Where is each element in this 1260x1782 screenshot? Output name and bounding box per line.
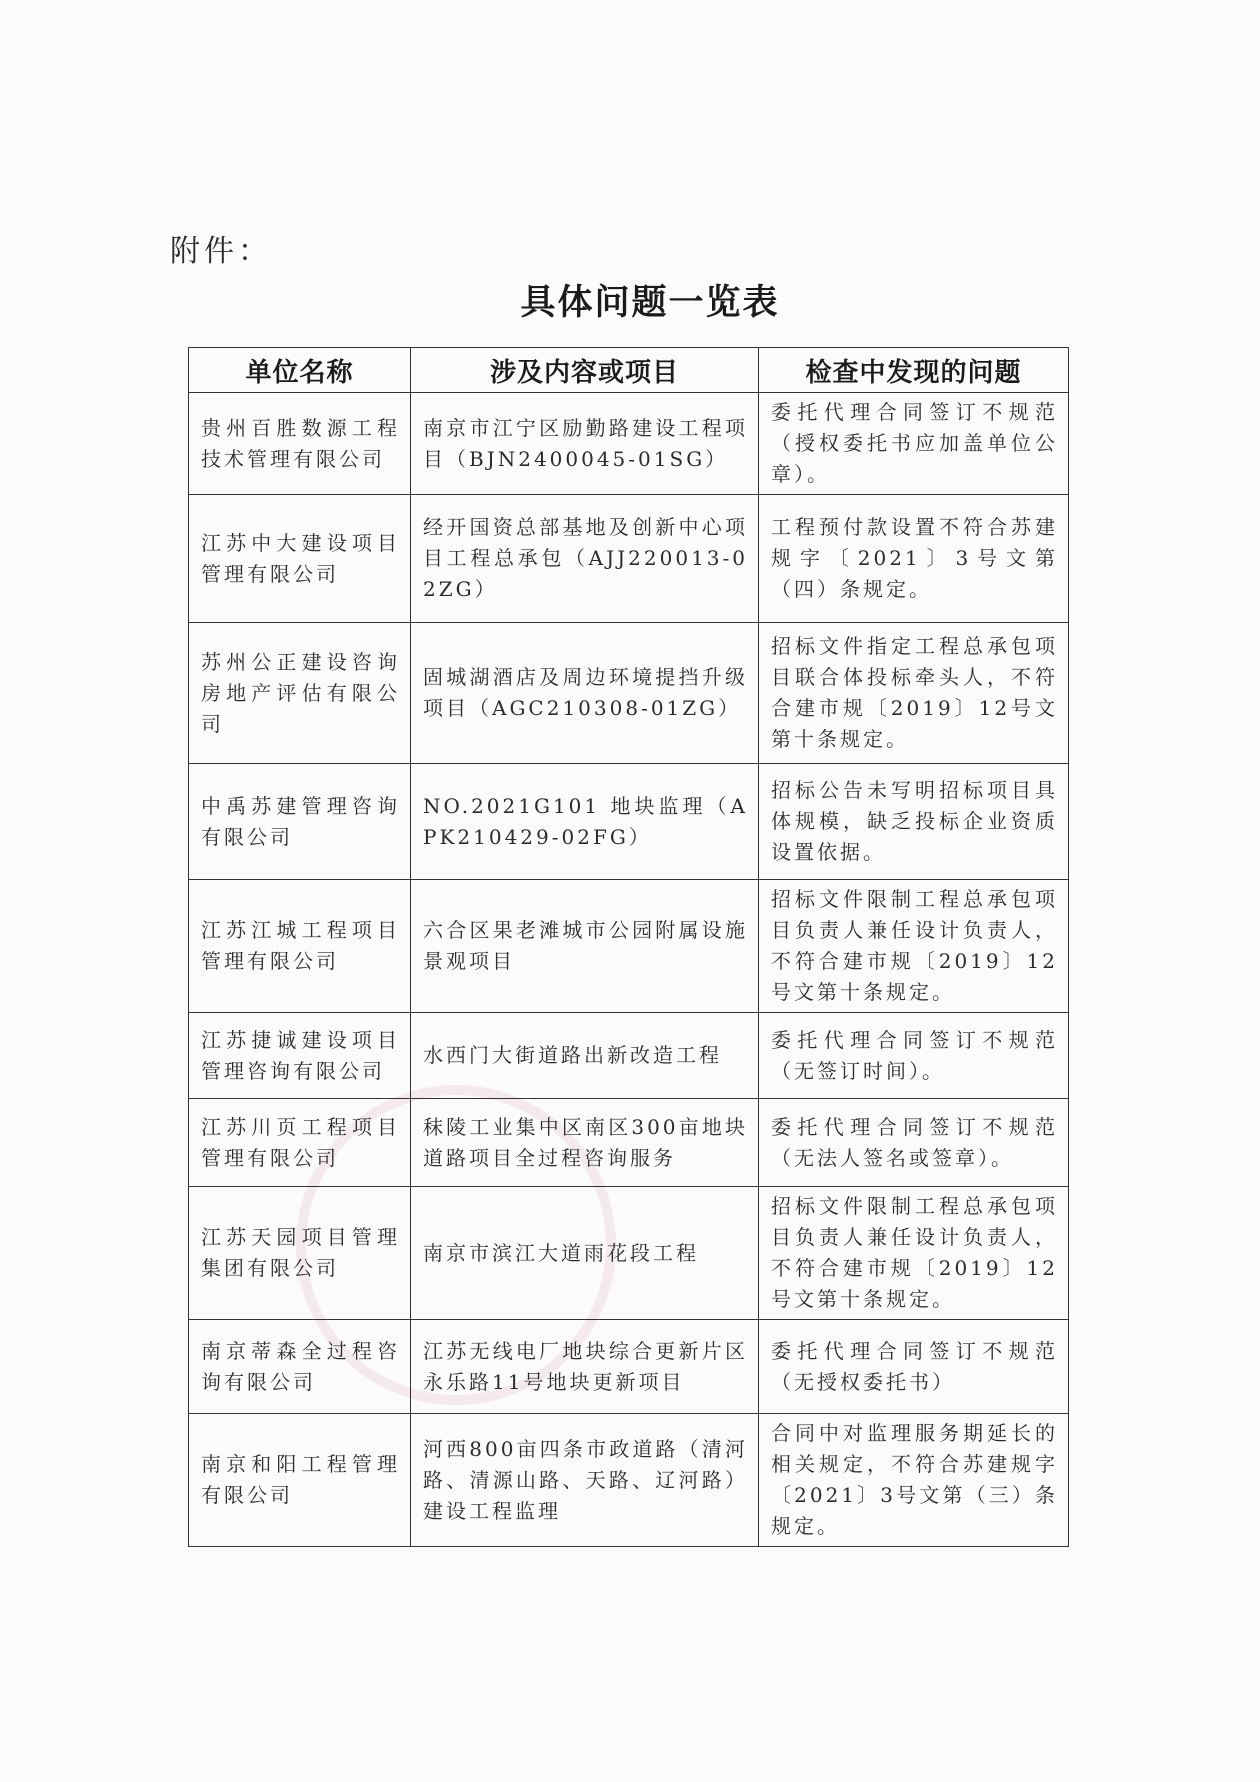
- unit-cell: 苏州公正建设咨询房地产评估有限公司: [189, 623, 411, 764]
- unit-cell: 贵州百胜数源工程技术管理有限公司: [189, 393, 411, 495]
- unit-cell: 江苏捷诚建设项目管理咨询有限公司: [189, 1013, 411, 1099]
- table-row: [189, 393, 1069, 495]
- issue-cell: 招标文件指定工程总承包项目联合体投标牵头人，不符合建市规〔2019〕12号文第十条规定。: [759, 623, 1069, 764]
- table-row: [189, 764, 1069, 880]
- header-unit-name: 单位名称: [189, 348, 411, 393]
- project-cell: 六合区果老滩城市公园附属设施景观项目: [411, 880, 759, 1013]
- unit-cell: 江苏天园项目管理集团有限公司: [189, 1187, 411, 1320]
- project-cell: 南京市江宁区励勤路建设工程项目（BJN2400045-01SG）: [411, 393, 759, 495]
- project-cell: 河西800亩四条市政道路（清河路、清源山路、天路、辽河路）建设工程监理: [411, 1414, 759, 1547]
- issue-cell: 委托代理合同签订不规范（无法人签名或签章）。: [759, 1099, 1069, 1187]
- project-cell: 江苏无线电厂地块综合更新片区永乐路11号地块更新项目: [411, 1320, 759, 1414]
- issue-cell: 工程预付款设置不符合苏建规字〔2021〕3号文第（四）条规定。: [759, 495, 1069, 623]
- table-header-row: [189, 348, 1069, 393]
- table-row: [189, 880, 1069, 1013]
- issues-table: [188, 347, 1069, 1547]
- project-cell: 秣陵工业集中区南区300亩地块道路项目全过程咨询服务: [411, 1099, 759, 1187]
- project-cell: 水西门大街道路出新改造工程: [411, 1013, 759, 1099]
- project-cell: NO.2021G101 地块监理（APK210429-02FG）: [411, 764, 759, 880]
- project-cell: 固城湖酒店及周边环境提挡升级项目（AGC210308-01ZG）: [411, 623, 759, 764]
- issue-cell: 委托代理合同签订不规范（无授权委托书）: [759, 1320, 1069, 1414]
- project-cell: 经开国资总部基地及创新中心项目工程总承包（AJJ220013-02ZG）: [411, 495, 759, 623]
- header-project: 涉及内容或项目: [411, 348, 759, 393]
- issue-cell: 委托代理合同签订不规范（无签订时间）。: [759, 1013, 1069, 1099]
- issue-cell: 委托代理合同签订不规范（授权委托书应加盖单位公章）。: [759, 393, 1069, 495]
- document-title: 具体问题一览表: [520, 283, 780, 323]
- unit-cell: 南京和阳工程管理有限公司: [189, 1414, 411, 1547]
- attachment-label: 附件：: [170, 234, 272, 269]
- unit-cell: 南京蒂森全过程咨询有限公司: [189, 1320, 411, 1414]
- unit-cell: 江苏中大建设项目管理有限公司: [189, 495, 411, 623]
- unit-cell: 江苏川页工程项目管理有限公司: [189, 1099, 411, 1187]
- issue-cell: 合同中对监理服务期延长的相关规定，不符合苏建规字〔2021〕3号文第（三）条规定。: [759, 1414, 1069, 1547]
- issue-cell: 招标公告未写明招标项目具体规模，缺乏投标企业资质设置依据。: [759, 764, 1069, 880]
- issue-cell: 招标文件限制工程总承包项目负责人兼任设计负责人，不符合建市规〔2019〕12号文第十条规定。: [759, 1187, 1069, 1320]
- unit-cell: 江苏江城工程项目管理有限公司: [189, 880, 411, 1013]
- table-row: [189, 1320, 1069, 1414]
- table-row: [189, 495, 1069, 623]
- table-row: [189, 1099, 1069, 1187]
- table-row: [189, 1013, 1069, 1099]
- unit-cell: 中禹苏建管理咨询有限公司: [189, 764, 411, 880]
- header-issue: 检查中发现的问题: [759, 348, 1069, 393]
- table-row: [189, 623, 1069, 764]
- project-cell: 南京市滨江大道雨花段工程: [411, 1187, 759, 1320]
- issue-cell: 招标文件限制工程总承包项目负责人兼任设计负责人，不符合建市规〔2019〕12号文第十条规定。: [759, 880, 1069, 1013]
- table-row: [189, 1187, 1069, 1320]
- table-row: [189, 1414, 1069, 1547]
